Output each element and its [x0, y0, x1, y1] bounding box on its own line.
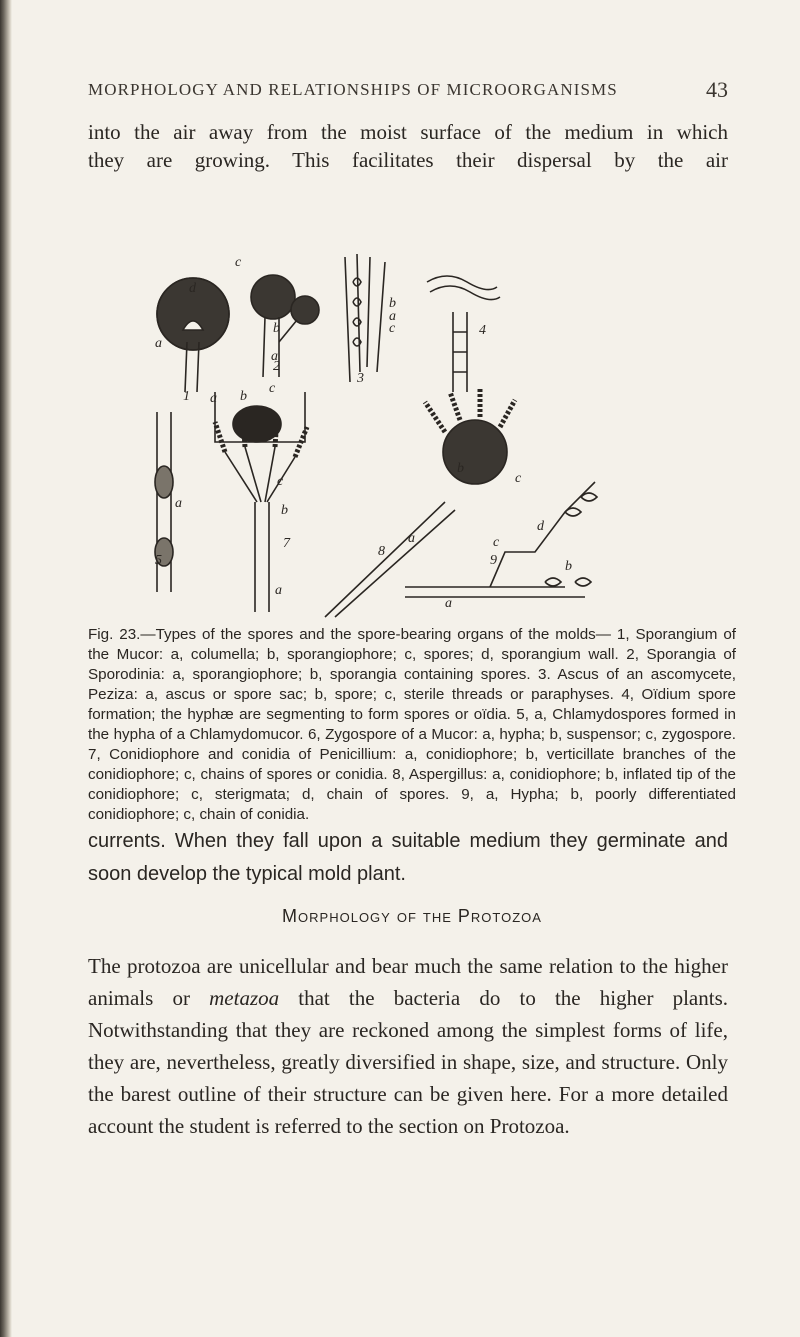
svg-text:7: 7	[283, 536, 290, 551]
svg-text:3: 3	[357, 371, 364, 386]
svg-text:c: c	[389, 321, 396, 336]
svg-text:c: c	[277, 474, 284, 489]
svg-text:d: d	[189, 281, 196, 296]
running-title: MORPHOLOGY AND RELATIONSHIPS OF MICROORGANISMS	[88, 80, 618, 99]
panel-6-zygospore	[215, 392, 305, 442]
svg-text:b: b	[281, 503, 288, 518]
metazoa-term: metazoa	[209, 986, 280, 1010]
panel-9-hypha	[405, 482, 597, 597]
svg-text:b: b	[240, 389, 247, 404]
svg-text:a: a	[175, 496, 182, 511]
svg-text:a: a	[408, 531, 415, 546]
continuation-paragraph: currents. When they fall upon a suitable medium they germinate and soon develop the typical mold plant.	[88, 830, 728, 885]
panel-8-aspergillus	[325, 387, 515, 617]
opening-line-2: they are growing. This facilitates their dispersal by the air	[88, 148, 728, 172]
opening-line-1: into the air away from the moist surface of the medium in which	[88, 120, 728, 144]
svg-text:5: 5	[155, 553, 162, 568]
page-number: 43	[706, 77, 728, 102]
protozoa-paragraph	[88, 950, 728, 1142]
svg-text:c: c	[493, 535, 500, 550]
panel-7-penicillium	[215, 417, 307, 612]
book-spine-shadow	[0, 0, 12, 1337]
figure-label: Fig. 23.	[88, 626, 141, 643]
svg-text:a: a	[155, 336, 162, 351]
figure-caption-text: —Types of the spores and the spore-bearing organs of the molds— 1, Sporangium of the Mucor: a, columella; b, sporangiophore; c, spores; d, sporangium wall. 2, Sporangia of Sporodinia: a, sporangiophore; b, sporangia containing spores. 3. Ascus of an ascomycete, Peziza: a, ascus or spore sac; b, spore; c, sterile threads or paraphyses. 4, Oïdium spore formation; the hyphæ are segmenting to form spores or oïdia. 5, a, Chlamydospores formed in the hypha of a Chlamydomucor. 6, Zygospore of a Mucor: a, hypha; b, suspensor; c, zygospore. 7, Conidiophore and conidia of Penicillium: a, conidiophore; b, verticillate branches of the conidiophore; c, chains of spores or conidia. 8, Aspergillus: a, conidiophore; b, inflated tip of the conidiophore; c, sterigmata; d, chain of spores. 9, a, Hypha; b, poorly differentiated conidiophore; c, chain of conidia.	[88, 626, 736, 823]
mold-spore-illustration	[145, 252, 620, 620]
svg-text:a: a	[275, 583, 282, 598]
svg-text:b: b	[389, 296, 396, 311]
svg-text:b: b	[273, 321, 280, 336]
svg-text:9: 9	[490, 553, 497, 568]
svg-text:a: a	[389, 309, 396, 324]
figure-caption	[88, 625, 736, 825]
svg-text:a: a	[445, 596, 452, 611]
panel-4-oidium	[427, 276, 500, 392]
svg-text:b: b	[565, 559, 572, 574]
panel-3-ascus	[345, 254, 385, 382]
svg-text:b: b	[457, 461, 464, 476]
svg-text:a: a	[271, 349, 278, 364]
svg-text:c: c	[235, 255, 242, 270]
svg-text:d: d	[537, 519, 544, 534]
svg-text:1: 1	[183, 389, 190, 404]
svg-text:2: 2	[273, 359, 280, 374]
panel-2-sporodinia	[251, 275, 319, 377]
svg-text:4: 4	[479, 323, 486, 338]
section-heading: Morphology of the Protozoa	[282, 906, 542, 926]
opening-paragraph	[88, 118, 728, 174]
svg-text:c: c	[515, 471, 522, 486]
protozoa-text-start: The protozoa are unicellular and bear much the same relation to the higher animals or	[88, 954, 728, 1010]
svg-text:c: c	[269, 381, 276, 396]
protozoa-text-end: that the bacteria do to the higher plants. Notwithstanding that they are reckoned among the simplest forms of life, they are, nevertheless, greatly diversified in shape, size, and structure. Only the barest outline of their structure can be given here. For a more detailed account the student is referred to the section on Protozoa.	[88, 986, 729, 1138]
svg-text:a: a	[210, 391, 217, 406]
running-header	[88, 77, 728, 102]
svg-text:8: 8	[378, 544, 385, 559]
